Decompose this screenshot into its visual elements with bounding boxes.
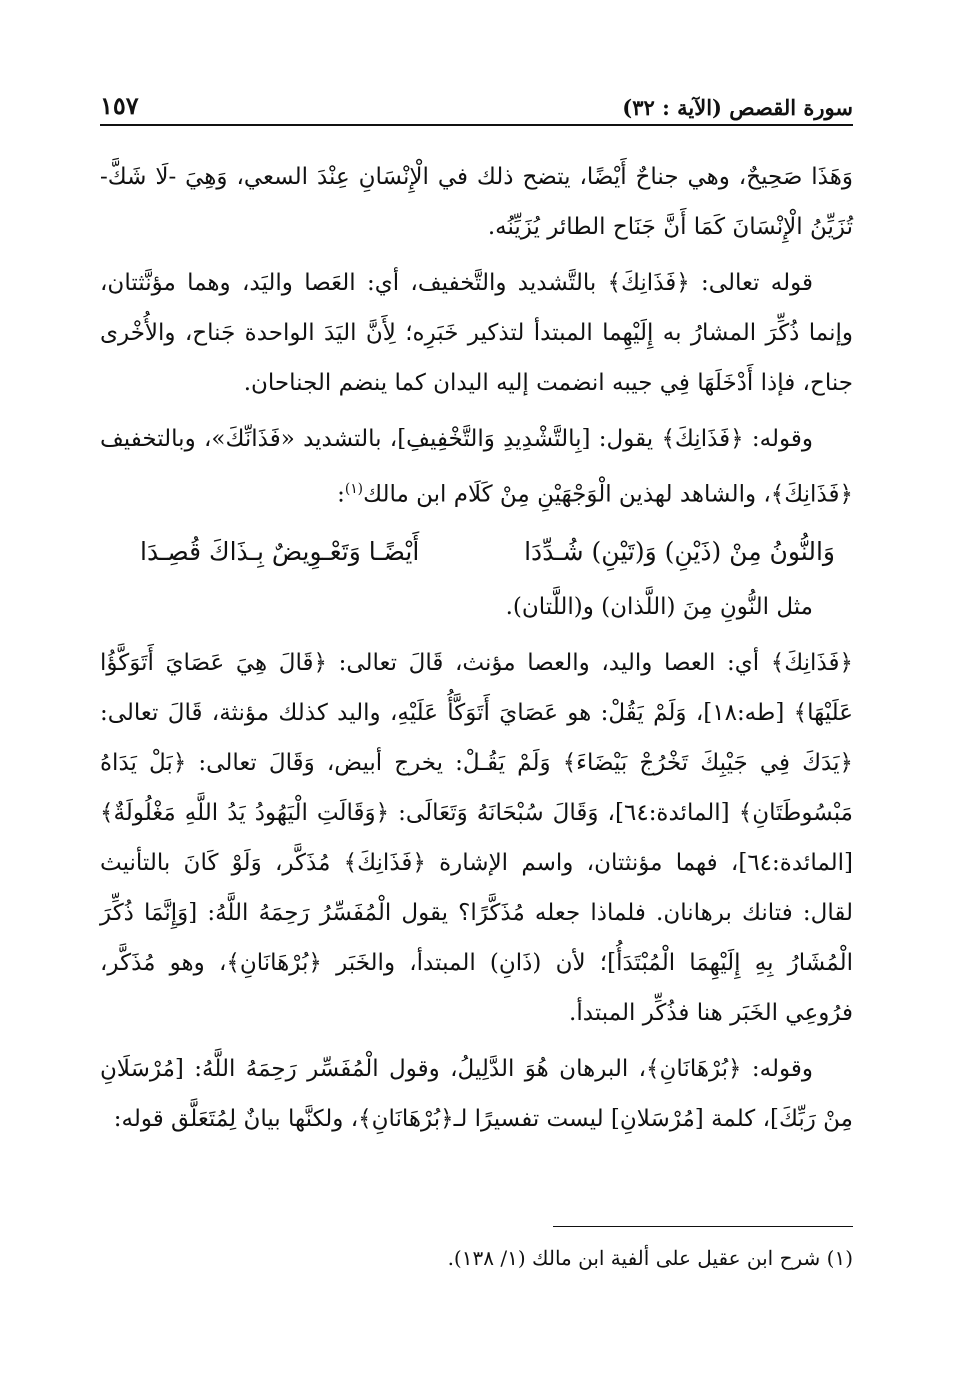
paragraph-4: ﴿فَذَانِكَ﴾ أي: العصا واليد، والعصا مؤنث، قَالَ تعالى: ﴿قَالَ هِيَ عَصَايَ أَتَوَكَّؤُا عَلَيْهَا﴾ [طه:١٨]، وَلَمْ يَقُلْ: هو عَصَايَ أَتَوَكَّأُ عَلَيْهِ، واليد كذلك مؤنثة، قَالَ تعالى: ﴿يَدَكَ فِي جَيْبِكَ تَخْرُجْ بَيْضَاءَ﴾ وَلَمْ يَقُـلْ: يخرج أبيض، وَقَالَ تعالى: ﴿بَلْ يَدَاهُ مَبْسُوطَتَانِ﴾ [المائدة:٦٤]، وَقَالَ سُبْحَانَهُ وَتَعَالَى: ﴿وَقَالَتِ الْيَهُودُ يَدُ اللَّهِ مَغْلُولَةٌ﴾ [المائدة:٦٤]، فهما مؤنثتان، واسم الإشارة ﴿فَذَانِكَ﴾ مُذَكَّر، وَلَوْ كَانَ بالتأنيث لقال: فتانك برهانان. فلماذا جعله مُذَكَّرًا؟ يقول الْمُفَسِّرُ رَحِمَهُ اللَّهُ: [وَإِنَّمَا ذُكِّرَ الْمُشَارُ بِهِ إِلَيْهِمَا الْمُبْتَدَأُ]؛ لأن (ذَانِ) المبتدأ، والخَبَر ﴿بُرْهَانَانِ﴾، وهو مُذَكَّر، فرُوعِي الخَبَر هنا فذُكِّر المبتدأ. [100, 649, 853, 1026]
footnote: (١) شرح ابن عقيل على ألفية ابن مالك (١/ ١٣٨). [447, 1246, 853, 1270]
paragraph-after-verse: مثل النُّونِ مِنَ (اللَّذان) و(اللَّتان). [505, 593, 813, 620]
paragraph-1: وَهَذَا صَحِيحٌ، وهي جناحٌ أَيْضًا، يتضح ذلك في الْإِنْسَانِ عِنْدَ السعي، وَهِيَ -لَا شَكَّ- تُزَيِّنُ الْإِنْسَانَ كَمَا أَنَّ جَنَاح الطائر يُزَيِّنُه. [100, 164, 853, 240]
verse-second-hemistich: أَيْضًـا وَتَعْـوِيضٌ بِـذَاكَ قُصِـدَا [140, 536, 420, 566]
footnote-marker[interactable]: (١) [344, 481, 364, 497]
verse-first-hemistich: وَالنُّونُ مِنْ (ذَيْنِ) وَ(تَيْنِ) شُـدِّدَا [524, 536, 835, 566]
paragraph-2: قوله تعالى: ﴿فَذَانِكَ﴾ بالتَّشديد والتَّخفيف، أي: العَصا واليَد، وهما مؤنَّثتان، وإنما ذُكِّرَ المشارُ به إِلَيْهِما المبتدأ لتذكير خَبَرِه؛ لِأَنَّ اليَدَ الواحدة جَناح، والأُخْرى جناح، فإذا أَدْخَلَهَا فِي جيبه انضمت إليه اليدان كما ينضم الجناحان. [100, 270, 853, 396]
poetry-verse [100, 526, 853, 578]
paragraph-5: وقوله: ﴿بُرْهَانَانِ﴾، البرهان هُوَ الدَّلِيلُ، وقول الْمُفَسِّر رَحِمَهُ اللَّهُ: [مُرْسَلَانِ مِنْ رَبِّكَ]، كلمة [مُرْسَلانِ] ليست تفسيرًا لـ﴿بُرْهَانَانِ﴾، ولكنَّها بيانٌ لِمُتَعَلَّق قوله: [100, 1055, 853, 1132]
main-text [100, 152, 853, 1150]
paragraph-3: وقوله: ﴿فَذَانِكَ﴾ يقول: [بِالتَّشْدِيدِ وَالتَّخْفِيفِ]، بالتشديد «فَذَانِّكَ»، وبالتخفيف ﴿فَذَانِكَ﴾، والشاهد لهذين الْوَجْهَيْنِ مِنْ كَلَام ابن مالك$^{(١)}$: [100, 426, 853, 508]
running-title: سورة القصص (الآية : ٣٢) [622, 95, 853, 120]
page-header [100, 88, 853, 126]
page-number: ١٥٧ [100, 91, 139, 120]
paragraph-3-text: وقوله: ﴿فَذَانِكَ﴾ يقول: [بِالتَّشْدِيدِ وَالتَّخْفِيفِ]، بالتشديد «فَذَانِّكَ»، وبالتخفيف ﴿فَذَانِكَ﴾، والشاهد لهذين الْوَجْهَيْنِ مِنْ كَلَام ابن مالك [100, 426, 853, 508]
footnote-divider [553, 1226, 853, 1227]
